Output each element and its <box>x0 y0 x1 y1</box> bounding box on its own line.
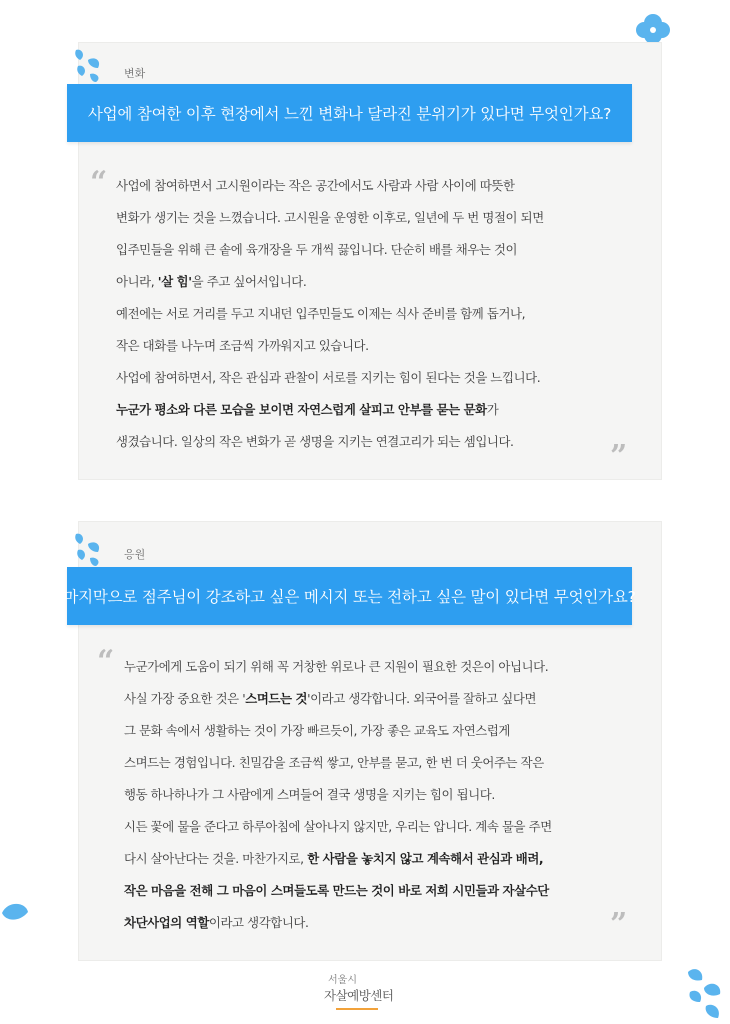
logo-accent-bar <box>336 1008 378 1010</box>
emphasis-text: 한 사람을 놓치지 않고 계속해서 관심과 배려, <box>307 851 544 866</box>
leaf-sprig-icon <box>680 962 730 1024</box>
answer-text <box>116 170 544 458</box>
answer-text-segment: 사업에 참여하면서, 작은 관심과 관찰이 서로를 지키는 힘이 된다는 것을 느낍니다. <box>116 370 541 385</box>
answer-line <box>124 779 552 811</box>
answer-text-segment: 다시 살아난다는 것을. 마찬가지로, <box>124 851 308 866</box>
answer-text <box>124 651 552 939</box>
leaf-sprig-icon <box>70 530 106 570</box>
answer-text-segment: 이라고 생각합니다. <box>208 915 309 930</box>
answer-text-segment: 가 <box>486 402 499 417</box>
question-banner: 마지막으로 점주님이 강조하고 싶은 메시지 또는 전하고 싶은 말이 있다면 무엇인가요? <box>67 567 632 625</box>
answer-text-segment: 작은 대화를 나누며 조금씩 가까워지고 있습니다. <box>116 338 369 353</box>
answer-text-segment: 시든 꽃에 물을 준다고 하루아침에 살아나지 않지만, 우리는 압니다. 계속 물을 주면 <box>124 819 552 834</box>
logo-city-text: 서울시 <box>328 975 357 986</box>
answer-line <box>116 362 544 394</box>
answer-text-segment: 사업에 참여하면서 고시원이라는 작은 공간에서도 사람과 사람 사이에 따뜻한 <box>116 178 515 193</box>
answer-text-segment: 누군가에게 도움이 되기 위해 꼭 거창한 위로나 큰 지원이 필요한 것은이 아닙니다. <box>124 659 549 674</box>
leaf-sprig-icon <box>70 46 106 86</box>
emphasis-text: 스며드는 것 <box>245 691 308 706</box>
answer-line <box>116 266 544 298</box>
answer-line <box>116 170 544 202</box>
answer-text-segment: 을 주고 싶어서입니다. <box>191 274 307 289</box>
answer-text-segment: 행동 하나하나가 그 사람에게 스며들어 결국 생명을 지키는 힘이 됩니다. <box>124 787 495 802</box>
section-label: 변화 <box>124 67 146 80</box>
answer-line <box>116 426 544 458</box>
emphasis-text: '살 힘' <box>157 274 192 289</box>
answer-text-segment: 그 문화 속에서 생활하는 것이 가장 빠르듯이, 가장 좋은 교육도 자연스럽게 <box>124 723 511 738</box>
cloud-flower-icon <box>632 12 674 46</box>
answer-line <box>124 875 552 907</box>
answer-text-segment: 스며드는 경험입니다. 친밀감을 조금씩 쌓고, 안부를 묻고, 한 번 더 웃어주는 작은 <box>124 755 544 770</box>
close-quote-icon: ” <box>610 439 628 474</box>
emphasis-text: 차단사업의 역할 <box>124 915 209 930</box>
answer-line <box>124 651 552 683</box>
answer-text-segment: 아니라, <box>116 274 158 289</box>
answer-text-segment: 사실 가장 중요한 것은 ' <box>124 691 246 706</box>
answer-line <box>124 811 552 843</box>
answer-line <box>124 683 552 715</box>
answer-text-segment: 예전에는 서로 거리를 두고 지내던 입주민들도 이제는 식사 준비를 함께 돕거나, <box>116 306 526 321</box>
close-quote-icon: ” <box>610 907 628 942</box>
answer-line <box>124 843 552 875</box>
answer-line <box>124 747 552 779</box>
answer-line <box>116 330 544 362</box>
logo-name-text: 자살예방센터 <box>324 988 394 1003</box>
answer-text-segment: '이라고 생각합니다. 외국어를 잘하고 싶다면 <box>307 691 537 706</box>
answer-line <box>116 298 544 330</box>
answer-line <box>116 394 544 426</box>
answer-text-segment: 입주민들을 위해 큰 솥에 육개장을 두 개씩 끓입니다. 단순히 배를 채우는 것이 <box>116 242 518 257</box>
open-quote-icon: “ <box>90 165 108 200</box>
question-banner: 사업에 참여한 이후 현장에서 느낀 변화나 달라진 분위기가 있다면 무엇인가요? <box>67 84 632 142</box>
answer-line <box>116 202 544 234</box>
answer-line <box>116 234 544 266</box>
emphasis-text: 누군가 평소와 다른 모습을 보이면 자연스럽게 살피고 안부를 묻는 문화 <box>116 402 487 417</box>
section-label: 응원 <box>124 548 146 561</box>
answer-line <box>124 715 552 747</box>
center-logo <box>324 971 408 1017</box>
open-quote-icon: “ <box>97 644 115 679</box>
answer-line <box>124 907 552 939</box>
emphasis-text: 작은 마음을 전해 그 마음이 스며들도록 만드는 것이 바로 저희 시민들과 자살수단 <box>124 883 549 898</box>
answer-text-segment: 생겼습니다. 일상의 작은 변화가 곧 생명을 지키는 연결고리가 되는 셈입니다. <box>116 434 514 449</box>
leaf-icon <box>0 898 30 928</box>
answer-text-segment: 변화가 생기는 것을 느꼈습니다. 고시원을 운영한 이후로, 일년에 두 번 명절이 되면 <box>116 210 544 225</box>
